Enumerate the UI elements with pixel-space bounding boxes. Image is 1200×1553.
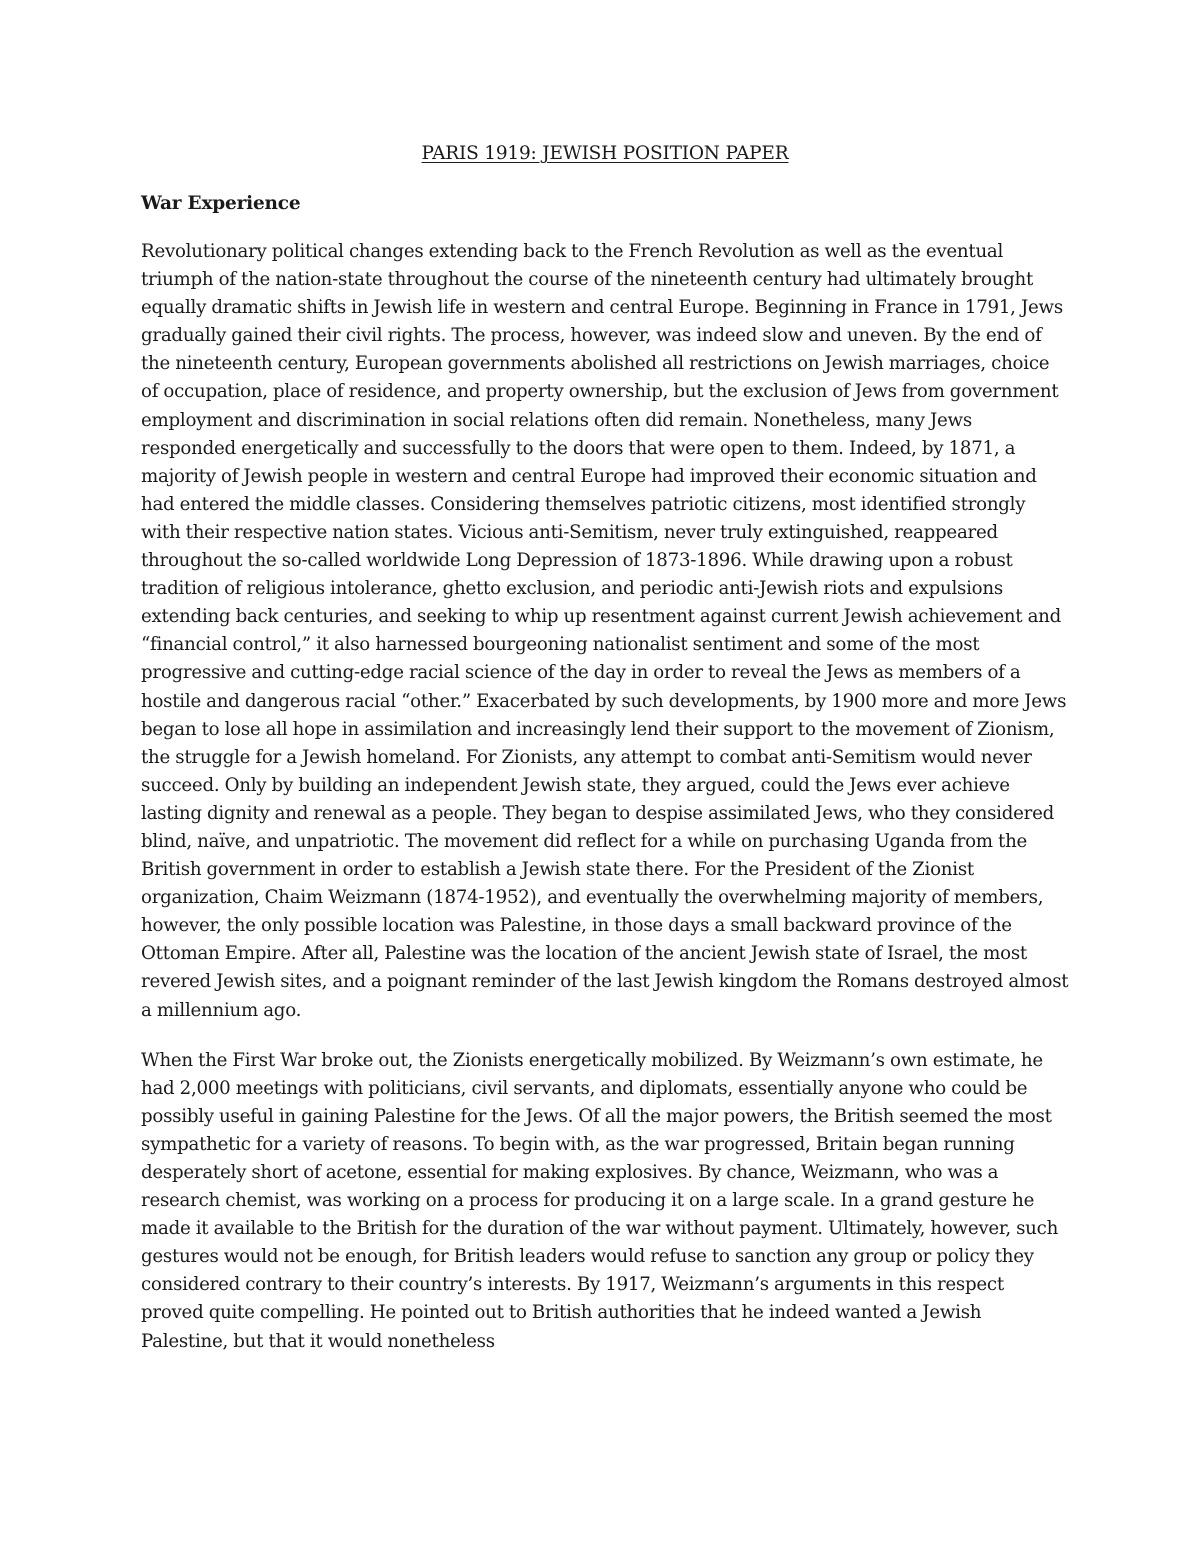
paragraph-1: Revolutionary political changes extending back to the French Revolution as well as the eventual triumph of the nation-state throughout the course of the nineteenth century had ultimately brought equally dramatic shifts in Jewish life in western and central Europe. Beginning in France in 1791, Jews gradually gained their civil rights. The process, however, was indeed slow and uneven. By the end of the nineteenth century, European governments abolished all restrictions on Jewish marriages, choice of occupation, place of residence, and property ownership, but the exclusion of Jews from government employment and discrimination in social relations often did remain. Nonetheless, many Jews responded energetically and successfully to the doors that were open to them. Indeed, by 1871, a majority of Jewish people in western and central Europe had improved their economic situation and had entered the middle classes. Considering themselves patriotic citizens, most identified strongly with their respective nation states. Vicious anti-Semitism, never truly extinguished, reappeared throughout the so-called worldwide Long Depression of 1873-1896. While drawing upon a robust tradition of religious intolerance, ghetto exclusion, and periodic anti-Jewish riots and expulsions extending back centuries, and seeking to whip up resentment against current Jewish achievement and “financial control,” it also harnessed bourgeoning nationalist sentiment and some of the most progressive and cutting-edge racial science of the day in order to reveal the Jews as members of a hostile and dangerous racial “other.” Exacerbated by such developments, by 1900 more and more Jews began to lose all hope in assimilation and increasingly lend their support to the movement of Zionism, the struggle for a Jewish homeland. For Zionists, any attempt to combat anti-Semitism would never succeed. Only by building an independent Jewish state, they argued, could the Jews ever achieve lasting dignity and renewal as a people. They began to despise assimilated Jews, who they considered blind, naïve, and unpatriotic. The movement did reflect for a while on purchasing Uganda from the British government in order to establish a Jewish state there. For the President of the Zionist organization, Chaim Weizmann (1874-1952), and eventually the overwhelming majority of members, however, the only possible location was Palestine, in those days a small backward province of the Ottoman Empire. After all, Palestine was the location of the ancient Jewish state of Israel, the most revered Jewish sites, and a poignant reminder of the last Jewish kingdom the Romans destroyed almost a millennium ago. [141, 241, 1069, 1021]
paragraph-2: When the First War broke out, the Zionists energetically mobilized. By Weizmann’s own estimate, he had 2,000 meetings with politicians, civil servants, and diplomats, essentially anyone who could be possibly useful in gaining Palestine for the Jews. Of all the major powers, the British seemed the most sympathetic for a variety of reasons. To begin with, as the war progressed, Britain began running desperately short of acetone, essential for making explosives. By chance, Weizmann, who was a research chemist, was working on a process for producing it on a large scale. In a grand gesture he made it available to the British for the duration of the war without payment. Ultimately, however, such gestures would not be enough, for British leaders would refuse to sanction any group or policy they considered contrary to their country’s interests. By 1917, Weizmann’s arguments in this respect proved quite compelling. He pointed out to British authorities that he indeed wanted a Jewish Palestine, but that it would nonetheless [141, 1049, 1059, 1352]
document-title: PARIS 1919: JEWISH POSITION PAPER [421, 143, 789, 164]
section-heading: War Experience [141, 193, 301, 214]
document-body [141, 140, 1069, 1378]
